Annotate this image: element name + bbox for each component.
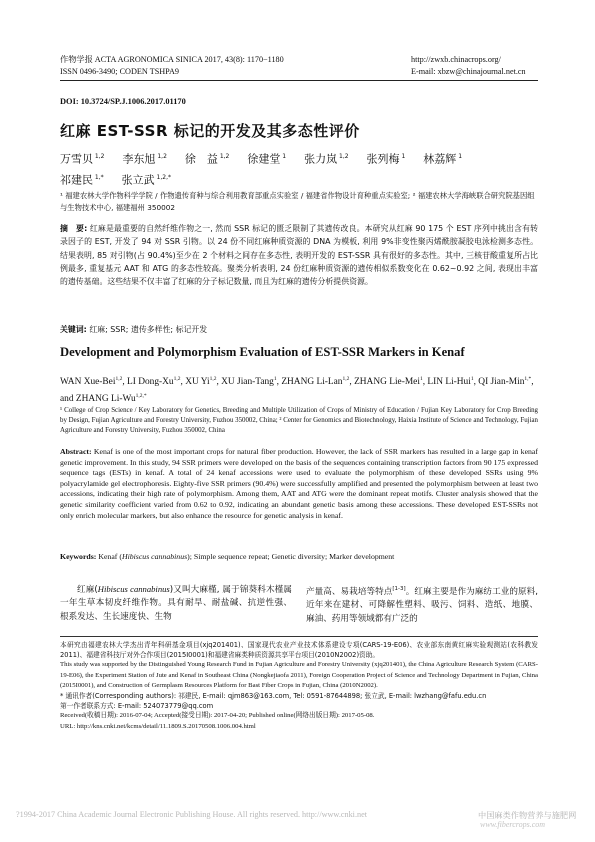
english-author-name: WAN Xue-Bei [60,377,116,388]
watermark-url: www.fibercrops.com [480,820,546,829]
chinese-author-affiliation-mark: 1 [399,153,406,160]
journal-url[interactable]: http://zwxb.chinacrops.org/ [411,55,501,64]
received-dates: Received(收稿日期): 2016-07-04; Accepted(接受日期): 2017-04-20; Published online(网络出版日期): 2017-05-08. [60,712,375,720]
doi-line: DOI: 10.3724/SP.J.1006.2017.01170 [60,97,186,106]
chinese-keywords-text: 红麻; SSR; 遗传多样性; 标记开发 [89,325,208,334]
english-author-name: , QI Jian-Min [473,377,525,388]
body-right-pre: 产量高、易栽培等特点 [306,586,393,597]
chinese-keywords [60,324,538,335]
chinese-author-name: 张力岚 [304,152,338,166]
chinese-author [423,148,462,169]
chinese-author-affiliation-mark: 1,2 [93,153,105,160]
chinese-author-name: 林荔辉 [423,152,457,166]
funding-chinese: 本研究由福建农林大学杰出青年科研基金项目(xjq201401)、国家现代农业产业技术体系建设专项(CARS-19-E06)、农业部东南黄红麻实验观测站(农科教发 2011)、福建省科技厅对外合作项目(2015I0001)和福建省麻类种质资源共享平台项目(2010N2002)资助。 [60,641,538,660]
english-title: Development and Polymorphism Evaluation of EST-SSR Markers in Kenaf [60,345,465,359]
english-abstract [60,447,538,521]
english-author-affiliation-mark: 1 [419,376,423,382]
chinese-author [304,148,348,169]
chinese-author [122,148,166,169]
english-author-affiliation-mark: 1,2,* [135,392,147,399]
chinese-author [60,169,104,190]
watermark-chinese: 中国麻类作物营养与施肥网 [478,810,577,820]
chinese-author-name: 万雪贝 [60,152,93,166]
english-author-list [60,373,540,406]
chinese-keywords-label: 关键词: [60,325,87,334]
chinese-author-affiliation-mark: 1,2 [337,153,349,160]
english-author-name: , XU Yi [180,377,210,388]
citation-ref[interactable]: [1-3] [392,586,406,592]
english-author-name: , ZHANG Li-Lan [276,377,343,388]
english-abstract-label: Abstract: [60,447,92,456]
chinese-author [185,148,229,169]
funding-english: This study was supported by the Distinguished Young Research Fund in Fujian Agriculture and Forestry University (xjq201401), the China Agriculture Research System (CARS-19-E06), the Experiment Station of Jute and Kenaf in Southeast China (Nongkejiaofa 2011), Foreign Cooperation Project of Science and Technology Department in Fujian, China (2015I0001), and Construction of Germplasm Resources Platform for Bast Fiber Crops in Fujian, China (2010N2002). [60,661,538,689]
body-column-right [306,583,538,626]
english-author-name: , XU Jian-Tang [216,377,274,388]
chinese-abstract-label: 摘 要: [60,224,88,233]
english-abstract-text: Kenaf is one of the most important crops for natural fiber production. However, the lack of SSR markers has resulted in a large gap in kenaf genetic improvement. In this study, 94 SSR primers were developed on the basis of the sequences containing transcription factors from 90 175 expressed sequence tags (ESTs) in kenaf. A total of 24 kenaf accessions were used to evaluate the polymorphism of these developed SSRs using 9% polyacrylamide gel electrophoresis. Eighty-five SSR primers (90.4%) were successfully amplified and presented the polymorphism between at least two accessions, indicating their high rate of polymorphism. Among them, AAT and ATG were the dominant repeat motifs. Cluster analysis showed that the genetic similarity coefficient varied from 0.62 to 0.92, indicating an abundant genetic basis among these accessions. These developed EST-SSRs not only enrich molecular markers, but also enhance the resource for genetic analysis in kenaf. [60,447,538,520]
english-author-affiliation-mark: 1,2 [173,376,181,382]
chinese-author-name: 祁建民 [60,173,93,187]
body-right-post: 。红麻主要是作为麻纺工业的原料, 近年来在建材、可降解性塑料、吸污、饲料、造纸、地膜、麻油、药用等领域都有广泛的 [306,586,538,624]
body-left-pre: 红麻( [77,585,98,595]
chinese-affiliation: ¹ 福建农林大学作物科学学院 / 作物遗传育种与综合利用教育部重点实验室 / 福建省作物设计育种重点实验室; ² 福建农林大学海峡联合研究院基因组与生物技术中心, 福建福州 350002 [60,191,535,212]
english-author-affiliation-mark: 1,2 [342,376,350,382]
journal-header-left [60,54,284,78]
chinese-author [247,148,286,169]
english-affiliation: ¹ College of Crop Science / Key Laboratory for Genetics, Breeding and Multiple Utilization of Crops of Ministry of Education / Fujian Key Laboratory for Crop Breeding by Design, Fujian Agriculture and Forestry University, Fuzhou 350002, China; ² Center for Genomics and Biotechnology, Haixia Institute of Science and Technology, Fujian Agriculture and Forestry University, Fuzhou 350002, China [60,407,538,435]
body-column-left [60,583,292,624]
chinese-author-name: 徐建堂 [247,152,281,166]
chinese-title: 红麻 EST-SSR 标记的开发及其多态性评价 [60,122,360,140]
english-author-affiliation-mark: 1,2 [115,376,123,382]
english-author-affiliation-mark: 1 [470,376,474,382]
english-author-affiliation-mark: 1,* [524,376,532,382]
chinese-author-affiliation-mark: 1,2 [217,153,230,160]
english-author-name: , and ZHANG Li-Wu [60,377,534,404]
english-keywords-species: Hibiscus cannabinus [121,552,188,561]
corresponding-authors: * 通讯作者(Corresponding authors): 祁建民, E-mail: qjm863@163.com, Tel: 0591-87644898; 张立武, E-mail: lwzhang@fafu.edu.cn [60,692,487,701]
chinese-abstract-text: 红麻是最重要的自然纤维作物之一, 然而 SSR 标记的匮乏限制了其遗传改良。本研究从红麻 90 175 个 EST 序列中挑出含有转录因子的 EST, 开发了 94 对 SSR 引物。以 24 份不同红麻种质资源的 DNA 为模板, 利用 9%非变性聚丙烯酰胺凝胶电泳检测多态性。结果表明, 85 对引物(占 90.4%)至少在 2 个材料之间存在多态性, 表明开发的 EST-SSR 具有很好的多态性。其中, 三核苷酸重复所占比例最多, 重复基元 AAT 和 ATG 的多态性较高。聚类分析表明, 24 份红麻种质资源的遗传相似系数变化在 0.62~0.92 之间, 表现出丰富的遗传基础。这些结果不仅丰富了红麻的分子标记数量, 而且为红麻的遗传分析提供资源。 [60,224,539,287]
english-keywords-label: Keywords: [60,552,97,561]
journal-header-right [411,54,526,78]
chinese-abstract [60,222,538,288]
chinese-author-affiliation-mark: 1 [456,153,463,160]
chinese-author [122,169,171,190]
english-keywords-post: ); Simple sequence repeat; Genetic diversity; Marker development [187,552,395,561]
chinese-author-affiliation-mark: 1,2 [155,153,167,160]
english-author-name: , LIN Li-Hui [422,377,471,388]
journal-email[interactable]: E-mail: xbzw@chinajournal.net.cn [411,67,526,76]
english-author-name: , LI Dong-Xu [122,377,174,388]
english-author-name: , ZHANG Lie-Mei [349,377,420,388]
chinese-author-name: 徐 益 [184,152,218,166]
chinese-author [60,148,104,169]
chinese-author-affiliation-mark: 1 [280,153,287,160]
chinese-author-name: 张立武 [121,173,155,187]
article-url[interactable]: URL: http://kns.cnki.net/kcms/detail/11.1809.S.20170508.1006.004.html [60,722,256,730]
chinese-author-name: 李东旭 [122,152,156,166]
first-author-contact: 第一作者联系方式: E-mail: 524073779@qq.com [60,702,214,711]
english-author-affiliation-mark: 1 [273,376,277,382]
footnote-divider [60,636,538,637]
english-author-affiliation-mark: 1,2 [209,376,217,382]
english-keywords-pre: Kenaf ( [98,552,122,561]
chinese-author [367,148,406,169]
chinese-author-name: 张列梅 [366,152,400,166]
copyright-footer: ?1994-2017 China Academic Journal Electronic Publishing House. All rights reserved. http://www.cnki.net [16,810,368,819]
chinese-author-affiliation-mark: 1,2,* [154,173,171,181]
chinese-author-list [60,148,540,189]
issn-line: ISSN 0496-3490; CODEN TSHPA9 [60,67,179,76]
body-left-post: )又叫大麻槿, 属于锦葵科木槿属一年生草本韧皮纤维作物。具有耐旱、耐盐碱、抗逆性强、根系发达、生长速度快、生物 [60,585,292,622]
journal-citation: 作物学报 ACTA AGRONOMICA SINICA 2017, 43(8): 1170−1180 [60,55,284,64]
header-divider [60,80,538,81]
body-left-species: Hibiscus cannabinus [97,584,170,594]
chinese-author-affiliation-mark: 1,* [93,173,104,181]
english-keywords [60,552,538,561]
footnotes [60,640,538,732]
